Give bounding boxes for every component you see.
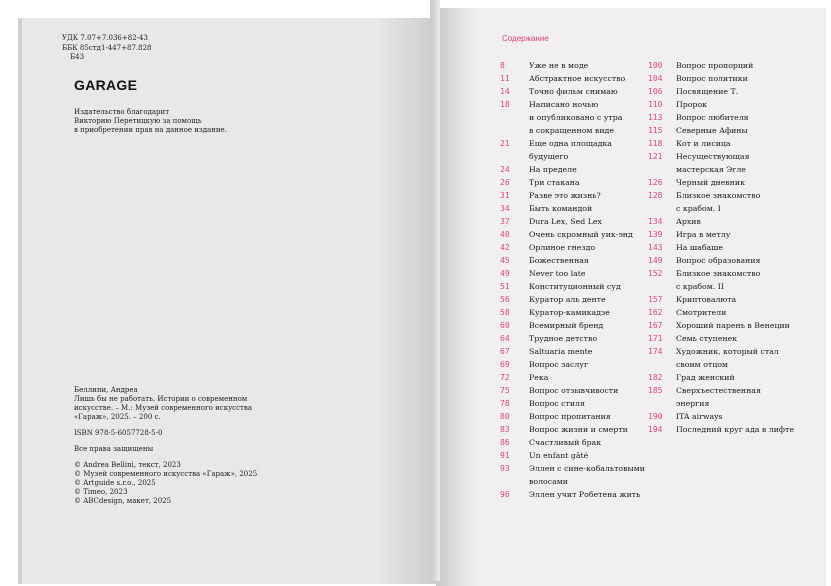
toc-chapter-title: Близкое знакомство <box>676 269 761 278</box>
toc-chapter-title: Сверхъестественная <box>676 386 761 395</box>
imprint-desc-line: искусстве. – М.: Музей современного искусства <box>74 404 253 412</box>
toc-chapter-title: Семь ступенек <box>676 334 738 343</box>
toc-chapter-title: Saltuaria mente <box>529 347 593 356</box>
toc-page-number: 42 <box>500 243 510 252</box>
thanks-line: Викторию Перетицкую за помощь <box>74 117 202 125</box>
toc-chapter-title: Еще одна площадка <box>529 139 612 148</box>
toc-chapter-title: Хороший парень в Венеции <box>676 321 790 330</box>
toc-chapter-title: Вопрос заслуг <box>529 360 589 369</box>
toc-chapter-title: Конституционный суд <box>529 282 621 291</box>
toc-page-number: 149 <box>648 256 663 265</box>
toc-chapter-title: Эллен с сине-кобальтовыми <box>529 464 645 473</box>
toc-page-number: 190 <box>648 412 663 421</box>
toc-chapter-title: Северные Афины <box>676 126 748 135</box>
toc-page-number: 162 <box>648 308 663 317</box>
toc-chapter-title: ITA airways <box>676 412 723 421</box>
toc-chapter-title: Река <box>529 373 549 382</box>
toc-chapter-title: Счастливый брак <box>529 438 602 447</box>
toc-page-number: 100 <box>648 61 663 70</box>
toc-page-number: 24 <box>500 165 510 174</box>
toc-title: Содержание <box>502 34 549 43</box>
toc-page-number: 56 <box>500 295 510 304</box>
toc-page-number: 121 <box>648 152 663 161</box>
toc-chapter-title: Смотрители <box>676 308 727 317</box>
bbk-code: ББК 85стд1-447+87.828 <box>62 43 152 52</box>
toc-chapter-title: Разве это жизнь? <box>529 191 601 200</box>
toc-chapter-title: Вопрос отзывчивости <box>529 386 619 395</box>
toc-page-number: 21 <box>500 139 510 148</box>
toc-chapter-title: Игра в метлу <box>676 230 731 239</box>
toc-page-number: 78 <box>500 399 510 408</box>
toc-chapter-title: На пределе <box>529 165 577 174</box>
toc-page-number: 174 <box>648 347 663 356</box>
toc-page-number: 126 <box>648 178 663 187</box>
toc-page-number: 110 <box>648 100 663 109</box>
toc-page-number: 18 <box>500 100 510 109</box>
toc-page-number: 139 <box>648 230 663 239</box>
toc-chapter-title: Град женский <box>676 373 735 382</box>
toc-page-number: 8 <box>500 61 505 70</box>
toc-chapter-title: Уже не в моде <box>529 61 589 70</box>
book-gutter <box>430 0 440 581</box>
toc-page-number: 72 <box>500 373 510 382</box>
toc-page-number: 152 <box>648 269 663 278</box>
toc-page-number: 58 <box>500 308 510 317</box>
toc-chapter-title: Абстрактное искусство <box>529 74 626 83</box>
toc-page-number: 34 <box>500 204 510 213</box>
toc-chapter-title: Вопрос стиля <box>529 399 585 408</box>
classification-codes <box>62 34 151 63</box>
toc-page-number: 167 <box>648 321 663 330</box>
toc-chapter-title: в сокращенном виде <box>529 126 614 135</box>
toc-page-number: 67 <box>500 347 510 356</box>
toc-page-number: 157 <box>648 295 663 304</box>
rights: Все права защищены <box>74 445 154 453</box>
toc-chapter-title: Последний круг ада в лифте <box>676 425 794 434</box>
copyright-line: © Музей современного искусства «Гараж», 2025 <box>74 470 258 478</box>
toc-chapter-title: Вопрос пропорций <box>676 61 754 70</box>
toc-page-number: 113 <box>648 113 663 122</box>
toc-chapter-title: Куратор аль денте <box>529 295 606 304</box>
toc-chapter-title: На шабаше <box>676 243 724 252</box>
copyright-line: © Andrea Bellini, текст, 2023 <box>74 461 181 469</box>
toc-chapter-title: Несуществующая <box>676 152 750 161</box>
toc-chapter-title: Точно фильм снимаю <box>529 87 618 96</box>
toc-page-number: 182 <box>648 373 663 382</box>
udk-code: УДК 7.07+7.036+82-43 <box>62 34 148 42</box>
toc-page-number: 31 <box>500 191 510 200</box>
imprint-author: Беллини, Андреа <box>74 386 138 394</box>
imprint-desc-line: Лишь бы не работать. Истории о современном <box>74 395 248 403</box>
toc-page-number: 194 <box>648 425 663 434</box>
toc-page-number: 185 <box>648 386 663 395</box>
toc-page-number: 60 <box>500 321 510 330</box>
toc-chapter-title: Куратор-камикадзе <box>529 308 610 317</box>
toc-chapter-title: Очень скромный уик-энд <box>529 230 633 239</box>
toc-page-number: 86 <box>500 438 510 447</box>
toc-chapter-title: Never too late <box>529 269 586 278</box>
toc-chapter-title: своим отцом <box>676 360 728 369</box>
toc-chapter-title: Вопрос любителя <box>676 113 749 122</box>
toc-chapter-title: будущего <box>529 152 569 161</box>
toc-page-number: 96 <box>500 490 510 499</box>
isbn: ISBN 978-5-6057728-5-0 <box>74 429 163 437</box>
toc-chapter-title: Быть командой <box>529 204 593 213</box>
toc-page-number: 26 <box>500 178 510 187</box>
toc-chapter-title: Вопрос образования <box>676 256 761 265</box>
toc-chapter-title: с крабом. II <box>676 282 724 291</box>
toc-chapter-title: с крабом. I <box>676 204 721 213</box>
toc-chapter-title: Близкое знакомство <box>676 191 761 200</box>
toc-page-number: 51 <box>500 282 510 291</box>
toc-chapter-title: Dura Lex, Sed Lex <box>529 217 602 226</box>
toc-chapter-title: энергия <box>676 399 710 408</box>
toc-chapter-title: Криптовалюта <box>676 295 737 304</box>
toc-chapter-title: Три стакана <box>529 178 580 187</box>
thanks-line: в приобретении прав на данное издание. <box>74 126 227 134</box>
toc-page-number: 11 <box>500 74 510 83</box>
toc-chapter-title: Архив <box>676 217 701 226</box>
toc-page-number: 93 <box>500 464 510 473</box>
toc-page-number: 37 <box>500 217 510 226</box>
toc-chapter-title: Божественная <box>529 256 589 265</box>
toc-chapter-title: Черный дневник <box>676 178 745 187</box>
toc-page-number: 91 <box>500 451 510 460</box>
toc-page-number: 104 <box>648 74 663 83</box>
toc-page-number: 128 <box>648 191 663 200</box>
thanks-note <box>74 108 227 135</box>
thanks-line: Издательство благодарит <box>74 108 170 116</box>
toc-page-number: 143 <box>648 243 663 252</box>
copyright-line: © Artguide s.r.o., 2025 <box>74 479 156 487</box>
author-mark: Б43 <box>70 53 85 61</box>
toc-chapter-title: волосами <box>529 477 569 486</box>
toc-chapter-title: и опубликовано с утра <box>529 113 623 122</box>
copyright-line: © Timeo, 2023 <box>74 488 128 496</box>
toc-page-number: 83 <box>500 425 510 434</box>
toc-chapter-title: мастерская Эгле <box>676 165 746 174</box>
imprint <box>74 386 294 506</box>
toc-chapter-title: Написано ночью <box>529 100 599 109</box>
toc-chapter-title: Всемирный бренд <box>529 321 604 330</box>
toc-page-number: 80 <box>500 412 510 421</box>
toc-chapter-title: Художник, который стал <box>676 347 779 356</box>
toc-chapter-title: Орлиное гнездо <box>529 243 596 252</box>
toc-page-number: 106 <box>648 87 663 96</box>
toc-chapter-title: Вопрос пропитания <box>529 412 611 421</box>
toc-page-number: 115 <box>648 126 663 135</box>
toc-page-number: 69 <box>500 360 510 369</box>
imprint-desc-line: «Гараж», 2025. – 200 с. <box>74 413 161 421</box>
toc-chapter-title: Кот и лисица <box>676 139 731 148</box>
toc-chapter-title: Вопрос жизни и смерти <box>529 425 628 434</box>
toc-page-number: 49 <box>500 269 510 278</box>
toc-page-number: 134 <box>648 217 663 226</box>
toc-page-number: 75 <box>500 386 510 395</box>
toc-chapter-title: Вопрос политики <box>676 74 748 83</box>
toc-page-number: 171 <box>648 334 663 343</box>
toc-chapter-title: Эллен учит Робетена жить <box>529 490 641 499</box>
copyright-line: © ABCdesign, макет, 2025 <box>74 497 172 505</box>
toc-page-number: 45 <box>500 256 510 265</box>
toc-chapter-title: Посвящение Т. <box>676 87 739 96</box>
toc-chapter-title: Un enfant gâté <box>529 451 589 460</box>
toc-page-number: 40 <box>500 230 510 239</box>
toc-chapter-title: Пророк <box>676 100 708 109</box>
toc-page-number: 64 <box>500 334 510 343</box>
toc-page-number: 118 <box>648 139 663 148</box>
toc-chapter-title: Трудное детство <box>529 334 598 343</box>
garage-logo: GARAGE <box>74 77 138 93</box>
toc-page-number: 14 <box>500 87 510 96</box>
